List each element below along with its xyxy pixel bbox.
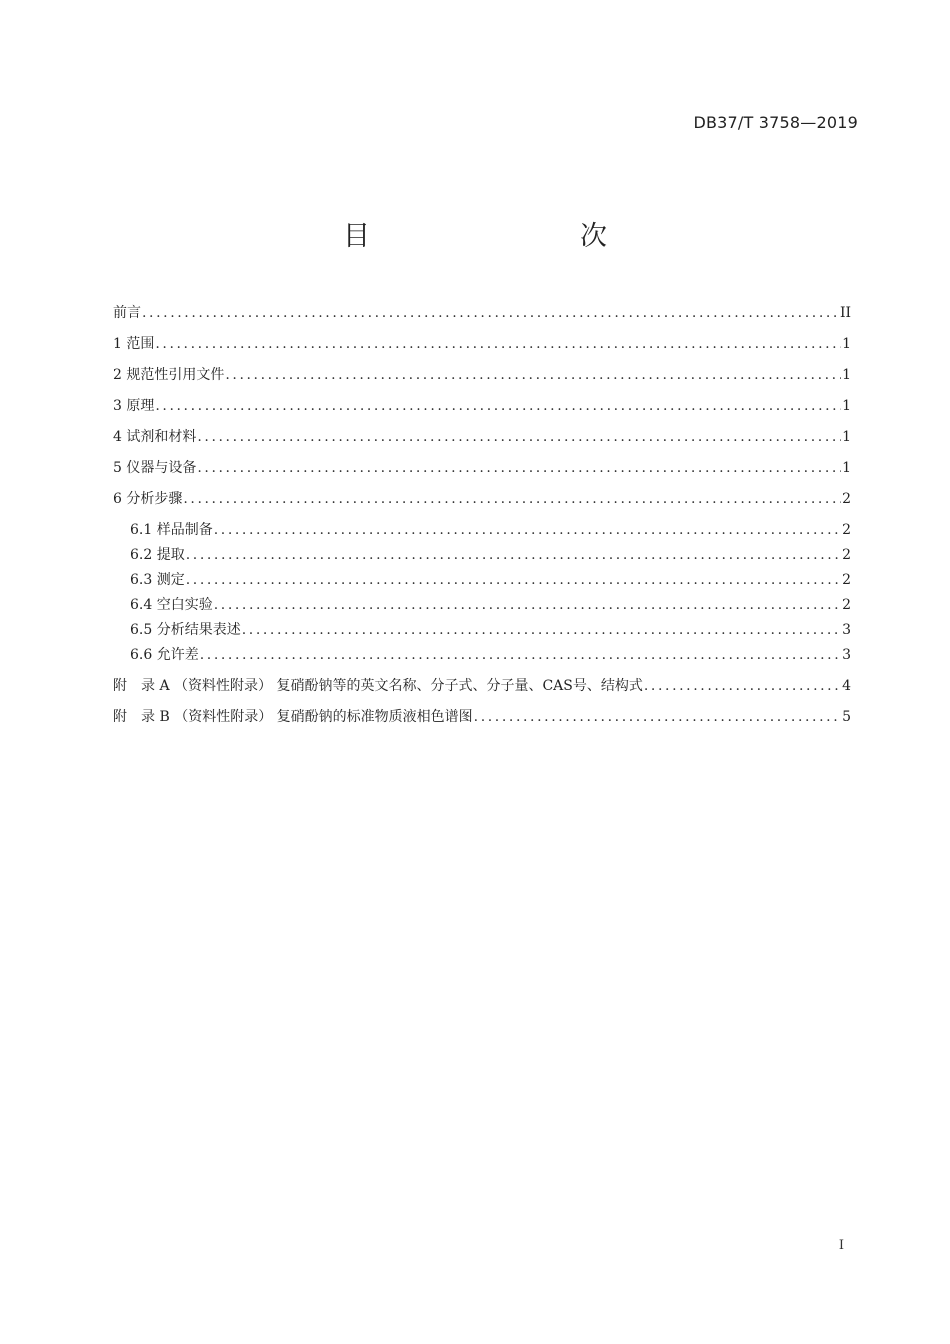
toc-entry-appendix-b[interactable] xyxy=(113,706,851,737)
toc-entry-page: 1 xyxy=(842,398,851,414)
toc-entry-page: 2 xyxy=(842,522,851,538)
toc-entry-apparatus[interactable] xyxy=(113,457,851,488)
toc-leader-dots xyxy=(186,569,841,591)
toc-entry-result-expression[interactable] xyxy=(113,619,851,644)
toc-leader-dots xyxy=(155,395,841,417)
toc-leader-dots xyxy=(197,426,841,448)
toc-entry-label: 3 原理 xyxy=(113,398,155,414)
toc-entry-label: 前言 xyxy=(113,305,141,321)
toc-leader-dots xyxy=(155,333,841,355)
toc-entry-extraction[interactable] xyxy=(113,544,851,569)
document-code: DB37/T 3758—2019 xyxy=(693,113,858,132)
table-of-contents xyxy=(113,302,851,737)
toc-entry-page: 3 xyxy=(842,622,851,638)
toc-leader-dots xyxy=(183,488,841,510)
toc-entry-label: 附 录 B （资料性附录） 复硝酚钠的标准物质液相色谱图 xyxy=(113,709,473,725)
toc-entry-page: 1 xyxy=(842,367,851,383)
toc-entry-normative-references[interactable] xyxy=(113,364,851,395)
toc-entry-page: II xyxy=(839,305,851,321)
toc-entry-page: 2 xyxy=(842,547,851,563)
toc-entry-label: 6 分析步骤 xyxy=(113,491,183,507)
toc-entry-label: 1 范围 xyxy=(113,336,155,352)
toc-entry-page: 1 xyxy=(842,336,851,352)
toc-leader-dots xyxy=(186,544,841,566)
toc-entry-label: 6.1 样品制备 xyxy=(130,522,213,538)
toc-leader-dots xyxy=(197,457,841,479)
toc-entry-principle[interactable] xyxy=(113,395,851,426)
toc-entry-tolerance[interactable] xyxy=(113,644,851,675)
toc-leader-dots xyxy=(142,302,839,324)
toc-entry-scope[interactable] xyxy=(113,333,851,364)
toc-entry-page: 1 xyxy=(842,429,851,445)
page-title: 目 次 xyxy=(343,221,659,252)
toc-entry-label: 附 录 A （资料性附录） 复硝酚钠等的英文名称、分子式、分子量、CAS号、结构式 xyxy=(113,678,643,694)
toc-entry-appendix-a[interactable] xyxy=(113,675,851,706)
toc-entry-page: 2 xyxy=(842,491,851,507)
toc-entry-label: 4 试剂和材料 xyxy=(113,429,197,445)
toc-leader-dots xyxy=(474,706,841,728)
toc-entry-page: 4 xyxy=(842,678,851,694)
toc-entry-page: 2 xyxy=(842,597,851,613)
toc-entry-label: 5 仪器与设备 xyxy=(113,460,197,476)
toc-entry-label: 6.3 测定 xyxy=(130,572,185,588)
toc-leader-dots xyxy=(214,594,841,616)
toc-entry-page: 3 xyxy=(842,647,851,663)
toc-entry-determination[interactable] xyxy=(113,569,851,594)
toc-entry-sample-preparation[interactable] xyxy=(113,519,851,544)
toc-leader-dots xyxy=(200,644,841,666)
toc-entry-label: 2 规范性引用文件 xyxy=(113,367,225,383)
toc-leader-dots xyxy=(225,364,841,386)
toc-leader-dots xyxy=(214,519,841,541)
toc-entry-procedure[interactable] xyxy=(113,488,851,519)
toc-entry-page: 1 xyxy=(842,460,851,476)
toc-entry-page: 2 xyxy=(842,572,851,588)
toc-leader-dots xyxy=(242,619,841,641)
toc-entry-label: 6.6 允许差 xyxy=(130,647,199,663)
toc-entry-label: 6.5 分析结果表述 xyxy=(130,622,241,638)
toc-entry-blank-test[interactable] xyxy=(113,594,851,619)
toc-entry-reagents[interactable] xyxy=(113,426,851,457)
toc-entry-foreword[interactable] xyxy=(113,302,851,333)
toc-entry-label: 6.4 空白实验 xyxy=(130,597,213,613)
toc-leader-dots xyxy=(644,675,841,697)
toc-entry-label: 6.2 提取 xyxy=(130,547,185,563)
page-number: I xyxy=(838,1238,844,1253)
toc-entry-page: 5 xyxy=(842,709,851,725)
